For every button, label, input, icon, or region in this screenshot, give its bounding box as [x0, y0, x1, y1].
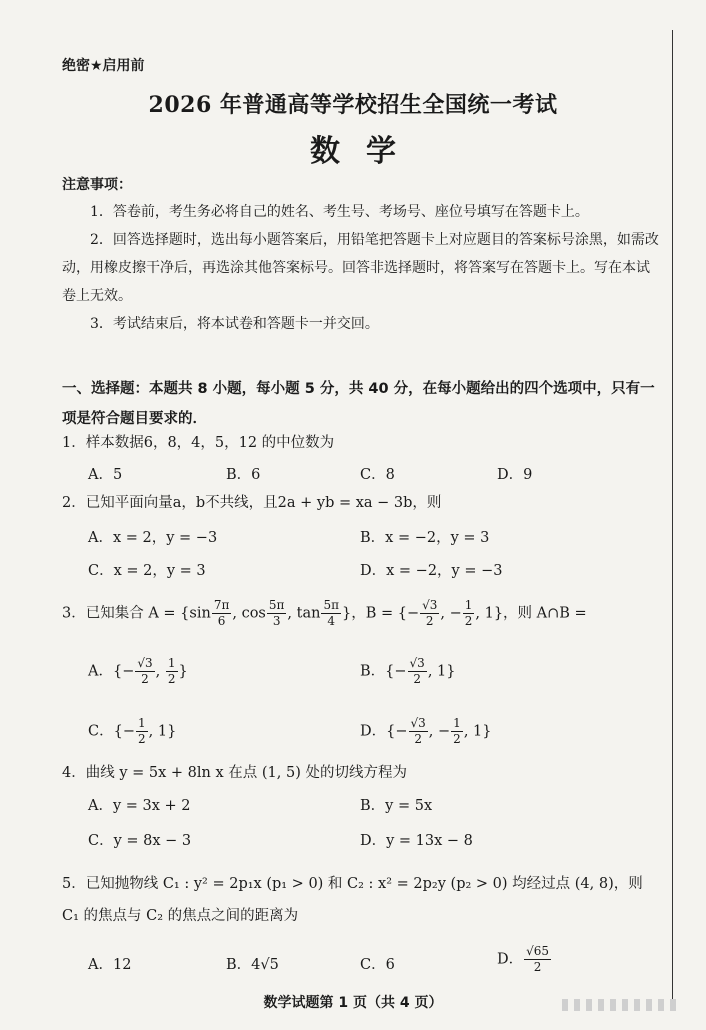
notice-item-1: 1．答卷前，考生务必将自己的姓名、考生号、考场号、座位号填写在答题卡上。	[90, 204, 589, 220]
fraction-num: √65	[526, 944, 550, 958]
question-3-option-c	[88, 716, 176, 747]
question-2-stem: 2．已知平面向量a，b不共线，且2a + yb = xa − 3b，则	[62, 495, 442, 511]
fraction-num: 5π	[323, 598, 339, 612]
question-5-option-b: B．4√5	[226, 957, 279, 973]
fraction	[408, 656, 427, 687]
q3-text: 3．已知集合 A = {sin	[62, 605, 211, 622]
question-1-option-b: B．6	[226, 467, 261, 483]
watermark-bar	[622, 999, 628, 1011]
fraction	[463, 598, 475, 629]
fraction	[136, 716, 148, 747]
question-2-option-a: A．x = 2，y = −3	[88, 530, 218, 546]
question-2-option-c: C．x = 2，y = 3	[88, 563, 206, 579]
question-1-option-a: A．5	[88, 467, 123, 483]
fraction-den: 2	[413, 672, 421, 686]
notice-heading: 注意事项：	[62, 177, 132, 193]
secret-label: 绝密★启用前	[62, 58, 145, 74]
fraction-den: 2	[453, 732, 461, 746]
watermark-bar	[610, 999, 616, 1011]
fraction-num: √3	[422, 598, 438, 612]
fraction	[451, 716, 463, 747]
option-text: , −	[428, 723, 451, 740]
q3-text: , −	[440, 605, 462, 622]
watermark-bar	[598, 999, 604, 1011]
option-text: D．	[497, 951, 524, 968]
question-1-stem: 1．样本数据6，8，4，5，12 的中位数为	[62, 435, 335, 451]
question-3-option-a	[88, 656, 188, 687]
fraction-den: 2	[425, 614, 434, 628]
fraction-den: 4	[327, 614, 336, 628]
question-5-option-c: C．6	[360, 957, 395, 973]
fraction-num: 1	[167, 656, 176, 670]
fraction-num: √3	[410, 716, 426, 730]
fraction-den: 2	[141, 672, 149, 686]
fraction-den: 2	[137, 732, 146, 746]
question-1-option-d: D．9	[497, 467, 533, 483]
question-4-stem: 4．曲线 y = 5x + 8ln x 在点 (1, 5) 处的切线方程为	[62, 765, 407, 781]
notice-item-3: 3．考试结束后，将本试卷和答题卡一并交回。	[90, 316, 379, 332]
watermark-bar	[646, 999, 652, 1011]
fraction-num: 1	[453, 716, 461, 730]
option-text: , 1}	[427, 663, 456, 680]
watermark-bar	[634, 999, 640, 1011]
watermark-bar	[586, 999, 592, 1011]
question-5-stem: 5．已知抛物线 C₁ : y² = 2p₁x (p₁ > 0) 和 C₂ : x² = 2p₂y (p₂ > 0) 均经过点 (4, 8)，则 C₁ 的焦点与 C₂ 的焦点之间的距离为	[62, 876, 643, 924]
fraction-den: 6	[217, 614, 226, 628]
watermark-bar	[562, 999, 568, 1011]
binding-line	[672, 30, 673, 1000]
fraction	[212, 598, 232, 629]
fraction	[321, 598, 341, 629]
question-3-stem	[62, 598, 662, 629]
question-4-option-a: A．y = 3x + 2	[88, 798, 191, 814]
option-text: ,	[155, 663, 165, 680]
question-1-option-c: C．8	[360, 467, 395, 483]
fraction-num: 1	[137, 716, 146, 730]
option-text: A．{−	[88, 663, 135, 680]
fraction	[135, 656, 154, 687]
watermark-bar	[670, 999, 676, 1011]
fraction-num: 5π	[268, 598, 285, 612]
option-text: D．{−	[360, 723, 408, 740]
question-2-option-b: B．x = −2，y = 3	[360, 530, 490, 546]
question-2-option-d: D．x = −2，y = −3	[360, 563, 503, 579]
question-3-option-d	[360, 716, 491, 747]
fraction-num: √3	[409, 656, 425, 670]
fraction-num: 1	[464, 598, 473, 612]
question-5-option-d	[497, 944, 552, 975]
fraction	[524, 944, 551, 975]
fraction-den: 2	[414, 732, 422, 746]
option-text: , 1}	[148, 723, 177, 740]
option-text: , 1}	[463, 723, 492, 740]
q3-text: , cos	[232, 605, 266, 622]
fraction	[166, 656, 178, 687]
fraction	[267, 598, 287, 629]
question-4-option-c: C．y = 8x − 3	[88, 833, 192, 849]
option-text: C．{−	[88, 723, 135, 740]
fraction-den: 2	[167, 672, 176, 686]
question-3-option-b	[360, 656, 455, 687]
option-text: B．{−	[360, 663, 407, 680]
notice-item-2: 2．回答选择题时，选出每小题答案后，用铅笔把答题卡上对应题目的答案标号涂黑，如需改动，用橡皮擦干净后，再选涂其他答案标号。回答非选择题时，将答案写在答题卡上。写在本试卷上无效。	[62, 232, 659, 304]
fraction-den: 2	[533, 960, 542, 974]
page-footer: 数学试题第 1 页（共 4 页）	[263, 995, 443, 1011]
watermark-bars	[562, 996, 682, 1008]
watermark-bar	[574, 999, 580, 1011]
q3-text: }，B = {−	[341, 605, 420, 622]
fraction-num: √3	[137, 656, 153, 670]
question-5-option-a: A．12	[88, 957, 132, 973]
section-heading: 一、选择题：本题共 8 小题，每小题 5 分，共 40 分，在每小题给出的四个选项中，只有一项是符合题目要求的．	[62, 381, 655, 427]
fraction-den: 2	[464, 614, 473, 628]
q3-text: , tan	[287, 605, 321, 622]
q3-text: , 1}，则 A∩B =	[475, 605, 587, 622]
watermark-bar	[658, 999, 664, 1011]
question-4-option-b: B．y = 5x	[360, 798, 433, 814]
question-4-option-d: D．y = 13x − 8	[360, 833, 473, 849]
subject-title: 数学	[310, 134, 422, 169]
fraction	[409, 716, 428, 747]
exam-title: 2026 年普通高等学校招生全国统一考试	[148, 92, 558, 118]
fraction-num: 7π	[213, 598, 230, 612]
fraction	[420, 598, 439, 629]
fraction-den: 3	[272, 614, 281, 628]
option-text: }	[178, 663, 188, 680]
